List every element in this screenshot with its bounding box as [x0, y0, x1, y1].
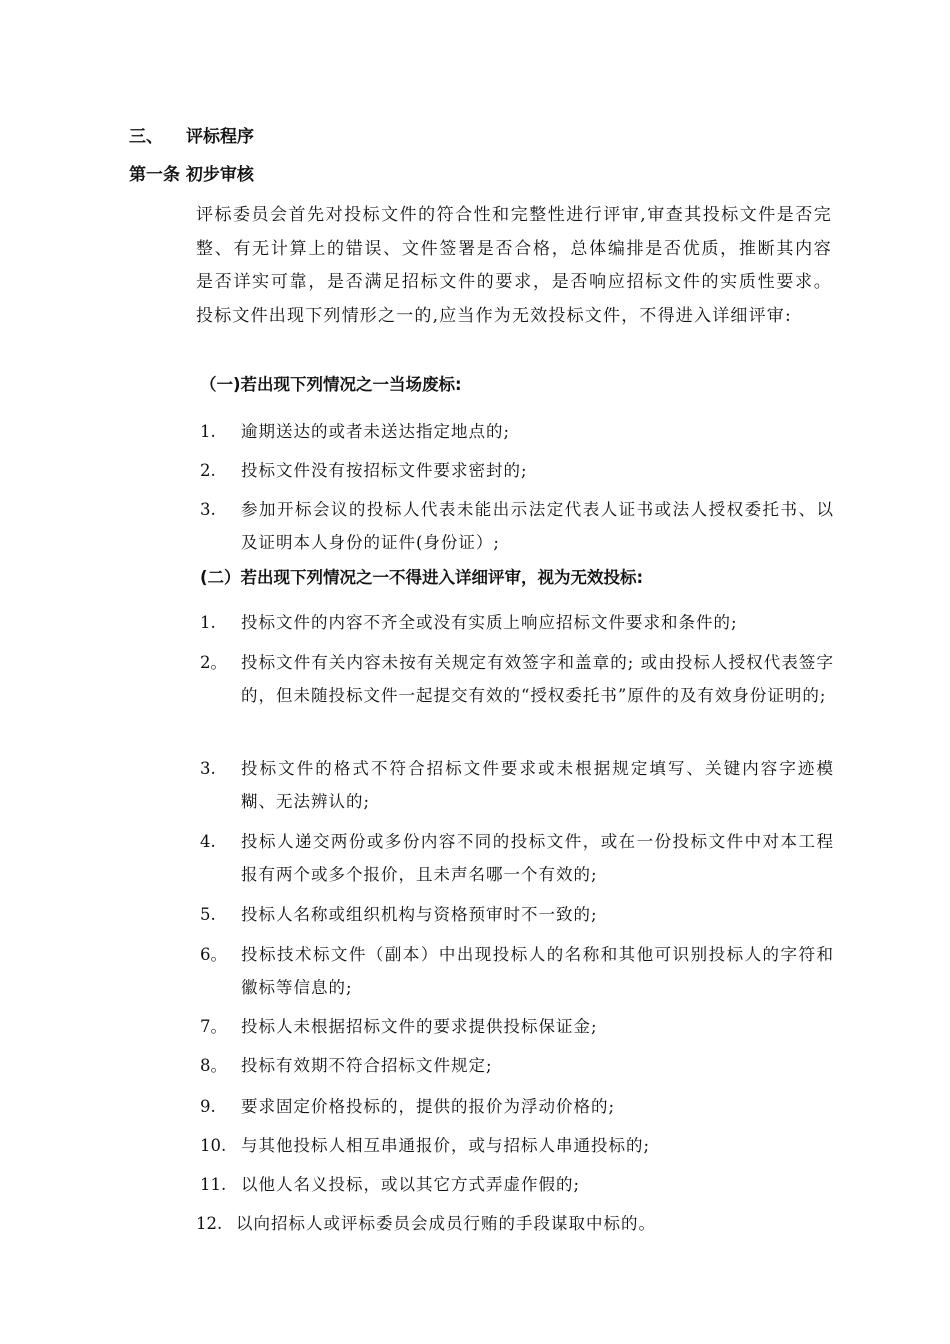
- list-item: [200, 1049, 834, 1082]
- list-item-number: 3.: [200, 500, 216, 519]
- list-item: [200, 1129, 834, 1162]
- list-item-text: 以向招标人或评标委员会成员行贿的手段谋取中标的。: [236, 1214, 656, 1233]
- list-item-number: 9.: [200, 1097, 216, 1116]
- list-item-number: 5.: [200, 905, 216, 924]
- list-item-number: 4.: [200, 832, 216, 851]
- list-item: [200, 898, 834, 931]
- list-item-number: 6。: [200, 945, 227, 964]
- list-item: [200, 415, 834, 448]
- list-item-number: 2.: [200, 461, 216, 480]
- list-item-text: 与其他投标人相互串通报价，或与招标人串通投标的;: [241, 1136, 651, 1155]
- list-item-number: 7。: [200, 1017, 227, 1036]
- list-item-number: 2。: [200, 653, 227, 672]
- list-item: [200, 1010, 834, 1043]
- article-heading: 第一条 初步审核: [129, 165, 254, 185]
- list-item-text: 投标文件没有按招标文件要求密封的;: [241, 461, 528, 480]
- list-item: [200, 646, 834, 712]
- list-item-text: 以他人名义投标，或以其它方式弄虚作假的;: [241, 1175, 581, 1194]
- list-item: [200, 454, 834, 487]
- list-item-number: 12.: [196, 1214, 223, 1233]
- list-item: [200, 1090, 834, 1123]
- list-item-text: 投标文件有关内容未按有关规定有效签字和盖章的; 或由投标人授权代表签字的，但未随投标文件一起提交有效的“授权委托书”原件的及有效身份证明的;: [241, 653, 834, 705]
- section-title: 评标程序: [186, 127, 254, 147]
- list-item: [200, 752, 834, 818]
- list-item-text: 投标技术标文件（副本）中出现投标人的名称和其他可识别投标人的字符和徽标等信息的;: [241, 945, 834, 997]
- list-item: [200, 606, 834, 639]
- group2-heading: (二）若出现下列情况之一不得进入详细评审，视为无效投标:: [200, 568, 644, 587]
- article-paragraph: 评标委员会首先对投标文件的符合性和完整性进行评审,审查其投标文件是否完整、有无计算上的错误、文件签署是否合格，总体编排是否优质，推断其内容是否详实可靠，是否满足招标文件的要求，是否响应招标文件的实质性要求。投标文件出现下列情形之一的,应当作为无效投标文件，不得进入详细评审:: [196, 205, 832, 326]
- list-item-number: 1.: [200, 613, 216, 632]
- section-number: 三、: [129, 127, 163, 147]
- list-item-text: 投标文件的格式不符合招标文件要求或未根据规定填写、关键内容字迹模糊、无法辨认的;: [241, 759, 834, 811]
- list-item: [200, 1168, 834, 1201]
- list-item-number: 3.: [200, 759, 216, 778]
- list-item: [200, 938, 834, 1004]
- list-item-number: 11.: [200, 1175, 227, 1194]
- group1-heading: （一)若出现下列情况之一当场废标:: [200, 375, 462, 394]
- list-item-number: 8。: [200, 1056, 227, 1075]
- list-item-number: 10.: [200, 1136, 227, 1155]
- list-item-text: 要求固定价格投标的，提供的报价为浮动价格的;: [241, 1097, 616, 1116]
- list-item-text: 逾期送达的或者未送达指定地点的;: [241, 422, 511, 441]
- list-item-number: 1.: [200, 422, 216, 441]
- list-item-text: 投标文件的内容不齐全或没有实质上响应招标文件要求和条件的;: [241, 613, 738, 632]
- list-item-text: 参加开标会议的投标人代表未能出示法定代表人证书或法人授权委托书、以及证明本人身份的证件(身份证）;: [241, 500, 834, 552]
- list-item-text: 投标人未根据招标文件的要求提供投标保证金;: [241, 1017, 598, 1036]
- list-item-text: 投标人递交两份或多份内容不同的投标文件，或在一份投标文件中对本工程报有两个或多个报价，且未声名哪一个有效的;: [241, 832, 834, 884]
- list-item: [196, 1207, 830, 1240]
- list-item: [200, 825, 834, 891]
- list-item: [200, 493, 834, 559]
- list-item-text: 投标人名称或组织机构与资格预审时不一致的;: [241, 905, 598, 924]
- list-item-text: 投标有效期不符合招标文件规定;: [241, 1056, 493, 1075]
